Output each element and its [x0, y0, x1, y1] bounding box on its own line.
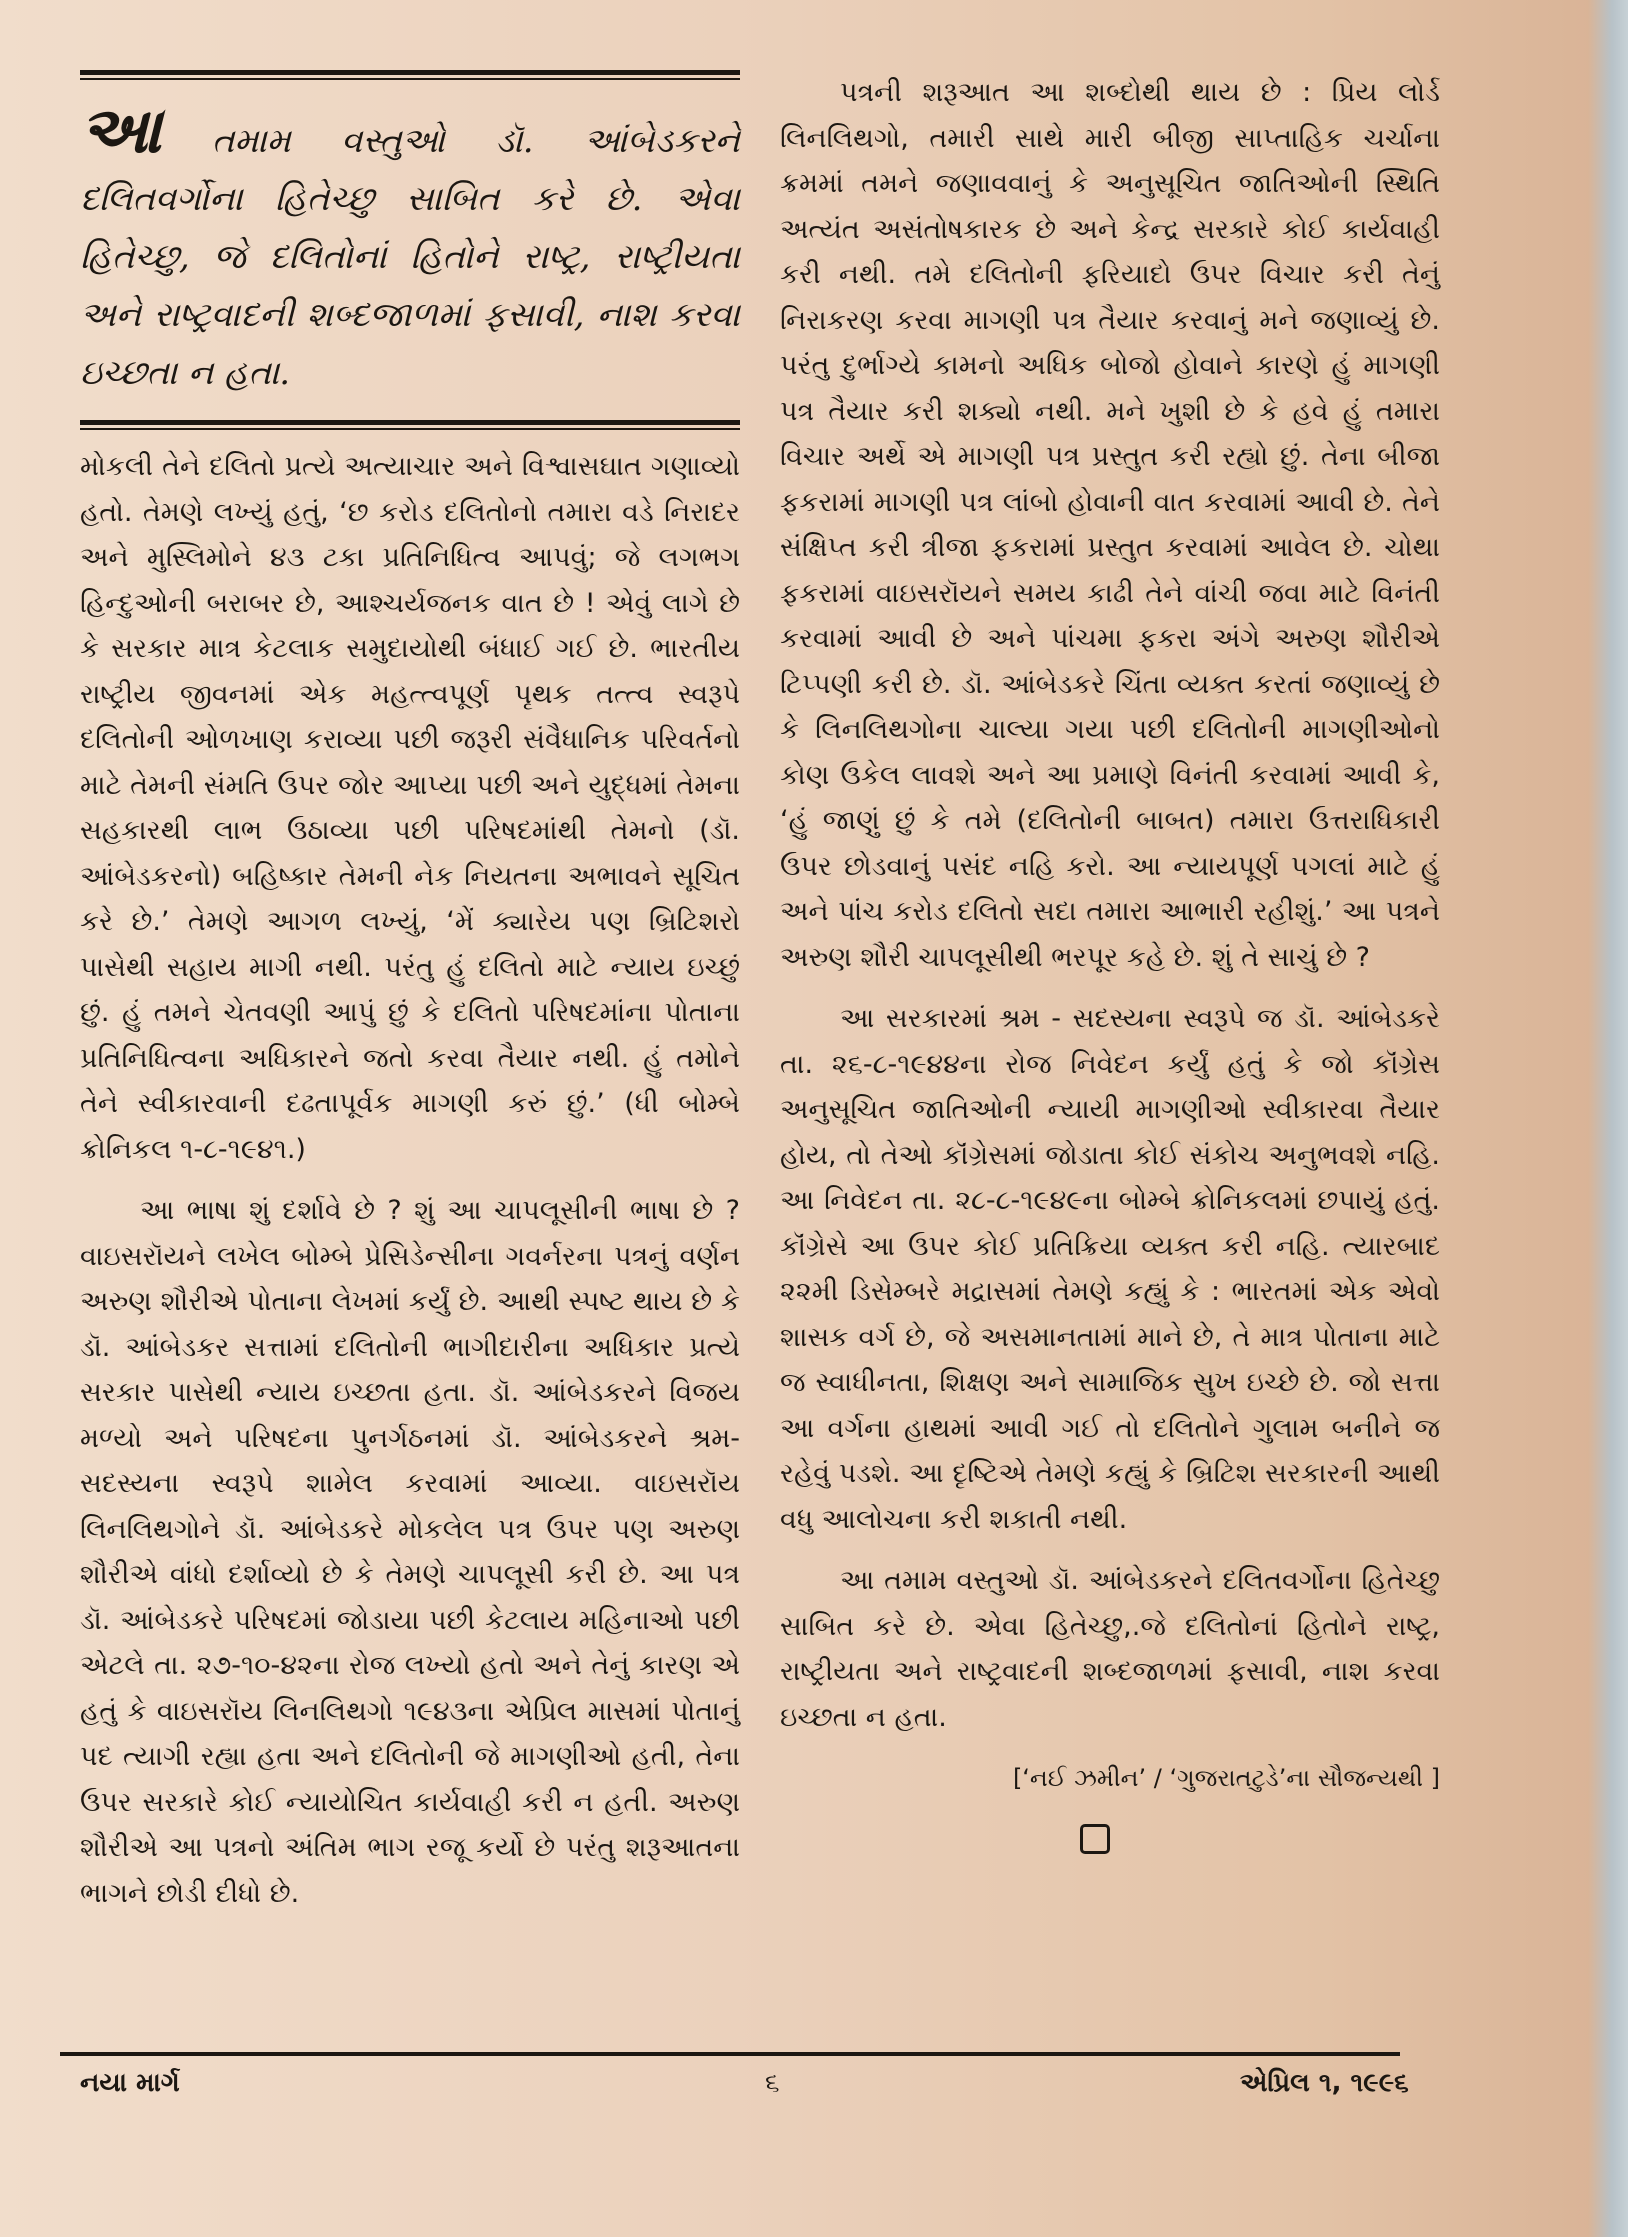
right-text: [780, 70, 1440, 1740]
pullquote: [80, 93, 741, 402]
pullquote-top-rule: [80, 70, 740, 80]
right-paragraph-1: પત્રની શરૂઆત આ શબ્દોથી થાય છે : પ્રિય લોર્ડ લિનલિથગો, તમારી સાથે મારી બીજી સાપ્તાહિક ચર્ચાના ક્રમમાં તમને જણાવવાનું કે અનુસૂચિત જાતિઓની સ્થિતિ અત્યંત અસંતોષકારક છે અને કેન્દ્ર સરકારે કોઈ કાર્યવાહી કરી નથી. તમે દલિતોની ફરિયાદો ઉપર વિચાર કરી તેનું નિરાકરણ કરવા માગણી પત્ર તૈયાર કરવાનું મને જણાવ્યું છે. પરંતુ દુર્ભાગ્યે કામનો અધિક બોજો હોવાને કારણે હું માગણી પત્ર તૈયાર કરી શક્યો નથી. મને ખુશી છે કે હવે હું તમારા વિચાર અર્થે એ માગણી પત્ર પ્રસ્તુત કરી રહ્યો છું. તેના બીજા ફકરામાં માગણી પત્ર લાંબો હોવાની વાત કરવામાં આવી છે. તેને સંક્ષિપ્ત કરી ત્રીજા ફકરામાં પ્રસ્તુત કરવામાં આવેલ છે. ચોથા ફકરામાં વાઇસરૉયને સમય કાઢી તેને વાંચી જવા માટે વિનંતી કરવામાં આવી છે અને પાંચમા ફકરા અંગે અરુણ શૌરીએ ટિપ્પણી કરી છે. ડૉ. આંબેડકરે ચિંતા વ્યક્ત કરતાં જણાવ્યું છે કે લિનલિથગોના ચાલ્યા ગયા પછી દલિતોની માગણીઓનો કોણ ઉકેલ લાવશે અને આ પ્રમાણે વિનંતી કરવામાં આવી કે, ‘હું જાણું છું કે તમે (દલિતોની બાબત) તમારા ઉત્તરાધિકારી ઉપર છોડવાનું પસંદ નહિ કરો. આ ન્યાયપૂર્ણ પગલાં માટે હું અને પાંચ કરોડ દલિતો સદા તમારા આભારી રહીશું.’ આ પત્રને અરુણ શૌરી ચાપલૂસીથી ભરપૂર કહે છે. શું તે સાચું છે ?: [780, 77, 1440, 973]
left-text: [80, 444, 740, 1916]
left-paragraph-1: મોકલી તેને દલિતો પ્રત્યે અત્યાચાર અને વિશ્વાસઘાત ગણાવ્યો હતો. તેમણે લખ્યું હતું, ‘છ કરોડ દલિતોનો તમારા વડે નિરાદર અને મુસ્લિમોને ૪૩ ટકા પ્રતિનિધિત્વ આપવું; જે લગભગ હિન્દુઓની બરાબર છે, આશ્ચર્યજનક વાત છે ! એવું લાગે છે કે સરકાર માત્ર કેટલાક સમુદાયોથી બંધાઈ ગઈ છે. ભારતીય રાષ્ટ્રીય જીવનમાં એક મહત્ત્વપૂર્ણ પૃથક તત્ત્વ સ્વરૂપે દલિતોની ઓળખાણ કરાવ્યા પછી જરૂરી સંવૈધાનિક પરિવર્તનો માટે તેમની સંમતિ ઉપર જોર આપ્યા પછી અને યુદ્ધમાં તેમના સહકારથી લાભ ઉઠાવ્યા પછી પરિષદમાંથી તેમનો (ડૉ. આંબેડકરનો) બહિષ્કાર તેમની નેક નિયતના અભાવને સૂચિત કરે છે.’ તેમણે આગળ લખ્યું, ‘મેં ક્યારેય પણ બ્રિટિશરો પાસેથી સહાય માગી નથી. પરંતુ હું દલિતો માટે ન્યાય ઇચ્છું છું. હું તમને ચેતવણી આપું છું કે દલિતો પરિષદમાંના પોતાના પ્રતિનિધિત્વના અધિકારને જતો કરવા તૈયાર નથી. હું તમોને તેને સ્વીકારવાની દઢતાપૂર્વક માગણી કરું છું.’ (ધી બોમ્બે ક્રોનિકલ ૧-૮-૧૯૪૧.): [80, 451, 740, 1165]
right-paragraph-2: આ સરકારમાં શ્રમ - સદસ્યના સ્વરૂપે જ ડૉ. આંબેડકરે તા. ૨૬-૮-૧૯૪૪ના રોજ નિવેદન કર્યું હતું કે જો કૉંગ્રેસ અનુસૂચિત જાતિઓની ન્યાયી માગણીઓ સ્વીકારવા તૈયાર હોય, તો તેઓ કૉંગ્રેસમાં જોડાતા કોઈ સંકોચ અનુભવશે નહિ. આ નિવેદન તા. ૨૮-૮-૧૯૪૯ના બોમ્બે ક્રોનિકલમાં છપાયું હતું. કૉંગ્રેસે આ ઉપર કોઈ પ્રતિક્રિયા વ્યક્ત કરી નહિ. ત્યારબાદ ૨૨મી ડિસેમ્બરે મદ્રાસમાં તેમણે કહ્યું કે : ભારતમાં એક એવો શાસક વર્ગ છે, જે અસમાનતામાં માને છે, તે માત્ર પોતાના માટે જ સ્વાધીનતા, શિક્ષણ અને સામાજિક સુખ ઇચ્છે છે. જો સત્તા આ વર્ગના હાથમાં આવી ગઈ તો દલિતોને ગુલામ બનીને જ રહેવું પડશે. આ દૃષ્ટિએ તેમણે કહ્યું કે બ્રિટિશ સરકારની આથી વધુ આલોચના કરી શકાતી નથી.: [780, 1003, 1440, 1535]
footer-issue-date: એપ્રિલ ૧, ૧૯૯૬: [1240, 2068, 1409, 2098]
pullquote-lead-word: આ: [80, 93, 162, 168]
footer-page-number: ૬: [765, 2068, 780, 2098]
source-credit: [‘નઈ ઝમીન’ / ‘ગુજરાતટુડે’ના સૌજન્યથી ]: [1012, 1764, 1440, 1792]
footer-rule: [60, 2052, 1400, 2056]
right-column: [780, 70, 1440, 1854]
right-paragraph-3: આ તમામ વસ્તુઓ ડૉ. આંબેડકરને દલિતવર્ગોના હિતેચ્છુ સાબિત કરે છે. એવા હિતેચ્છુ,.જે દલિતોનાં હિતોને રાષ્ટ્ર, રાષ્ટ્રીયતા અને રાષ્ટ્રવાદની શબ્દજાળમાં ફસાવી, નાશ કરવા ઇચ્છતા ન હતા.: [780, 1565, 1440, 1733]
pullquote-text: તમામ વસ્તુઓ ડૉ. આંબેડકરને દલિતવર્ગોના હિતેચ્છુ સાબિત કરે છે. એવા હિતેચ્છુ, જે દલિતોનાં હિતોને રાષ્ટ્ર, રાષ્ટ્રીયતા અને રાષ્ટ્રવાદની શબ્દજાળમાં ફસાવી, નાશ કરવા ઇચ્છતા ન હતા.: [80, 121, 741, 393]
pullquote-bottom-rule: [80, 420, 740, 430]
footer-publication-name: નયા માર્ગ: [80, 2068, 180, 2098]
left-column: [80, 70, 740, 1932]
scan-edge: [1588, 0, 1628, 2237]
left-paragraph-2: આ ભાષા શું દર્શાવે છે ? શું આ ચાપલૂસીની ભાષા છે ? વાઇસરૉયને લખેલ બોમ્બે પ્રેસિડેન્સીના ગવર્નરના પત્રનું વર્ણન અરુણ શૌરીએ પોતાના લેખમાં કર્યું છે. આથી સ્પષ્ટ થાય છે કે ડૉ. આંબેડકર સત્તામાં દલિતોની ભાગીદારીના અધિકાર પ્રત્યે સરકાર પાસેથી ન્યાય ઇચ્છતા હતા. ડૉ. આંબેડકરને વિજય મળ્યો અને પરિષદના પુનર્ગઠનમાં ડૉ. આંબેડકરને શ્રમ-સદસ્યના સ્વરૂપે શામેલ કરવામાં આવ્યા. વાઇસરૉય લિનલિથગોને ડૉ. આંબેડકરે મોકલેલ પત્ર ઉપર પણ અરુણ શૌરીએ વાંધો દર્શાવ્યો છે કે તેમણે ચાપલૂસી કરી છે. આ પત્ર ડૉ. આંબેડકરે પરિષદમાં જોડાયા પછી કેટલાય મહિનાઓ પછી એટલે તા. ૨૭-૧૦-૪૨ના રોજ લખ્યો હતો અને તેનું કારણ એ હતું કે વાઇસરૉય લિનલિથગો ૧૯૪૩ના એપ્રિલ માસમાં પોતાનું પદ ત્યાગી રહ્યા હતા અને દલિતોની જે માગણીઓ હતી, તેના ઉપર સરકારે કોઈ ન્યાયોચિત કાર્યવાહી કરી ન હતી. અરુણ શૌરીએ આ પત્રનો અંતિમ ભાગ રજૂ કર્યો છે પરંતુ શરૂઆતના ભાગને છોડી દીધો છે.: [80, 1195, 740, 1909]
end-of-article-box-icon: [1080, 1824, 1110, 1854]
